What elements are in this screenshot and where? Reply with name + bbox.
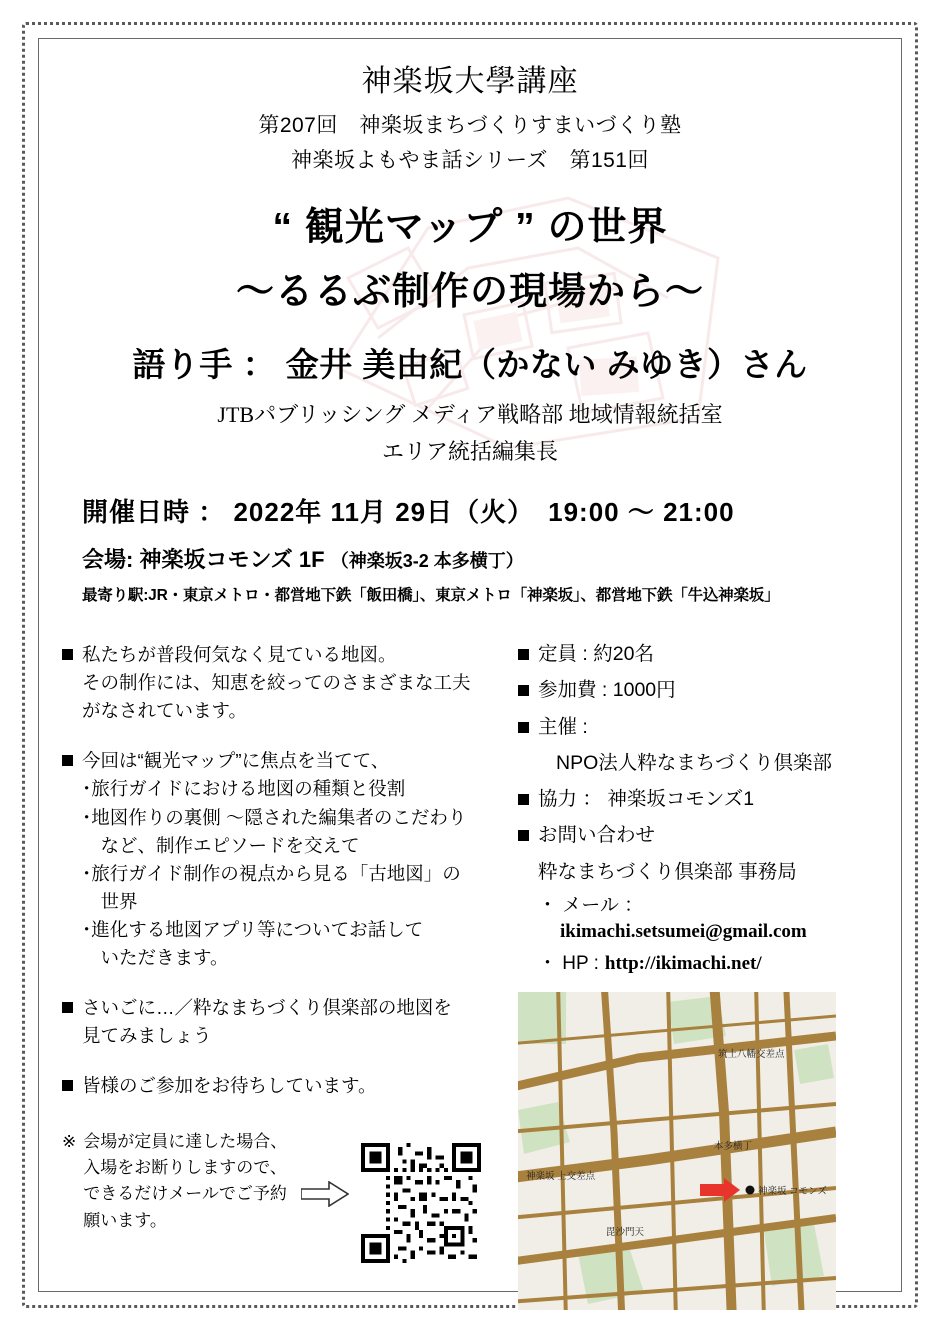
note-mark: ※ — [62, 1131, 77, 1151]
host-value: NPO法人粋なまちづくり倶楽部 — [556, 751, 833, 774]
left-column — [48, 641, 500, 1310]
subtitle-line-1: 第207回 神楽坂まちづくりすまいづくり塾 — [258, 114, 682, 137]
left-block-2-line-3: ･地図作りの裏側 〜隠された編集者のこだわり — [82, 806, 467, 828]
venue-label: 会場: — [82, 547, 134, 572]
speaker-role: エリア統括編集長 — [381, 439, 558, 464]
map-graphic — [518, 992, 836, 1310]
left-block-3-line-1: さいごに…／粋なまちづくり倶楽部の地図を — [82, 997, 452, 1019]
left-block-2-line-8: いただきます。 — [82, 947, 229, 969]
mail-row — [518, 893, 892, 919]
cooperation-row — [518, 786, 892, 813]
map-label-1: 本多横丁 — [714, 1141, 753, 1153]
square-bullet-icon — [518, 649, 529, 660]
qr-code-icon[interactable] — [361, 1143, 481, 1268]
note-line-3: できるだけメールでご予約 — [83, 1184, 287, 1204]
square-bullet-icon — [518, 722, 529, 733]
left-block-2-line-1: 今回は“観光マップ”に焦点を当てて、 — [82, 750, 390, 772]
capacity-row — [518, 641, 892, 668]
speaker-organization: JTBパブリッシング メディア戦略部 地域情報統括室 — [217, 402, 723, 427]
left-block-1-line-2: その制作には、知恵を絞ってのさまざまな工夫 — [82, 672, 471, 694]
capacity-text: 定員 : 約20名 — [538, 643, 654, 665]
event-venue — [48, 543, 892, 574]
mail-address[interactable]: ikimachi.setsumei@gmail.com — [560, 920, 807, 942]
square-bullet-icon — [518, 830, 529, 841]
square-bullet-icon — [518, 685, 529, 696]
series-title: 神楽坂大學講座 — [361, 65, 579, 98]
left-block-1 — [62, 641, 500, 725]
note-text — [83, 1129, 287, 1234]
right-column — [500, 641, 892, 1310]
contact-label: お問い合わせ — [538, 824, 656, 847]
left-block-4 — [62, 1072, 500, 1100]
note-line-4: 願います。 — [83, 1210, 167, 1230]
main-subtitle: 〜るるぶ制作の現場から〜 — [235, 271, 704, 313]
host-row — [518, 714, 892, 741]
arrow-right-icon — [301, 1181, 349, 1212]
left-block-3 — [62, 994, 500, 1050]
host-label: 主催 : — [538, 715, 588, 738]
nearest-station: 最寄り駅:JR・東京メトロ・都営地下鉄「飯田橋」、東京メトロ「神楽坂」、都営地下鉄「牛込神楽坂」 — [82, 587, 780, 604]
event-datetime: 開催日時 ： 2022年 11月 29日（火） 19:00 〜 21:00 — [82, 497, 735, 527]
poster-content — [48, 48, 892, 1282]
note-line-2: 入場をお断りしますので、 — [83, 1157, 287, 1177]
left-block-2-line-2: ･旅行ガイドにおける地図の種類と役割 — [82, 778, 406, 800]
map-label-0: 筑土八幡交差点 — [718, 1049, 785, 1061]
body-columns — [48, 641, 892, 1310]
reservation-note — [62, 1129, 287, 1234]
fee-row — [518, 677, 892, 704]
left-block-2-line-6: 世界 — [82, 890, 138, 912]
map-label-4: 毘沙門天 — [606, 1227, 645, 1239]
subtitle-line-2: 神楽坂よもやま話シリーズ 第151回 — [291, 149, 649, 172]
venue-name: 神楽坂コモンズ 1F — [139, 547, 325, 572]
hp-row — [518, 951, 892, 977]
square-bullet-icon — [518, 794, 529, 805]
square-bullet-icon — [62, 649, 73, 660]
location-map[interactable] — [518, 992, 836, 1310]
square-bullet-icon — [62, 755, 73, 766]
square-bullet-icon — [62, 1002, 73, 1013]
hp-label: ・ HP : — [538, 952, 599, 974]
left-block-3-line-2: 見てみましょう — [82, 1025, 212, 1047]
speaker-name: 語り手 ： 金井 美由紀（かない みゆき）さん — [132, 346, 808, 383]
left-block-2-line-4: など、制作エピソードを交えて — [82, 834, 360, 856]
left-block-2-line-5: ･旅行ガイド制作の視点から見る「古地図」の — [82, 862, 461, 884]
note-and-qr — [62, 1123, 500, 1268]
cooperation-text: 協力 ： 神楽坂コモンズ1 — [538, 788, 755, 811]
square-bullet-icon — [62, 1080, 73, 1091]
left-block-4-line-1: 皆様のご参加をお待ちしています。 — [82, 1075, 377, 1097]
fee-text: 参加費 : 1000円 — [538, 679, 676, 702]
mail-label: ・ メール ： — [538, 895, 644, 917]
venue-detail: （神楽坂3-2 本多横丁） — [330, 551, 524, 571]
left-block-1-line-1: 私たちが普段何気なく見ている地図。 — [82, 644, 397, 665]
left-block-2-line-7: ･進化する地図アプリ等についてお話して — [82, 918, 424, 940]
hp-url[interactable]: http://ikimachi.net/ — [604, 952, 762, 974]
main-title: “ 観光マップ ” の世界 — [272, 206, 668, 249]
contact-organization: 粋なまちづくり倶楽部 事務局 — [538, 860, 797, 883]
note-line-1: 会場が定員に達した場合、 — [83, 1131, 288, 1151]
map-label-2: 神楽坂 上交差点 — [526, 1171, 596, 1183]
left-block-2 — [62, 747, 500, 972]
contact-row — [518, 822, 892, 849]
map-label-3: 神楽坂 コモンズ — [758, 1186, 827, 1198]
poster-header — [48, 56, 892, 466]
left-block-1-line-3: がなされています。 — [82, 700, 248, 722]
